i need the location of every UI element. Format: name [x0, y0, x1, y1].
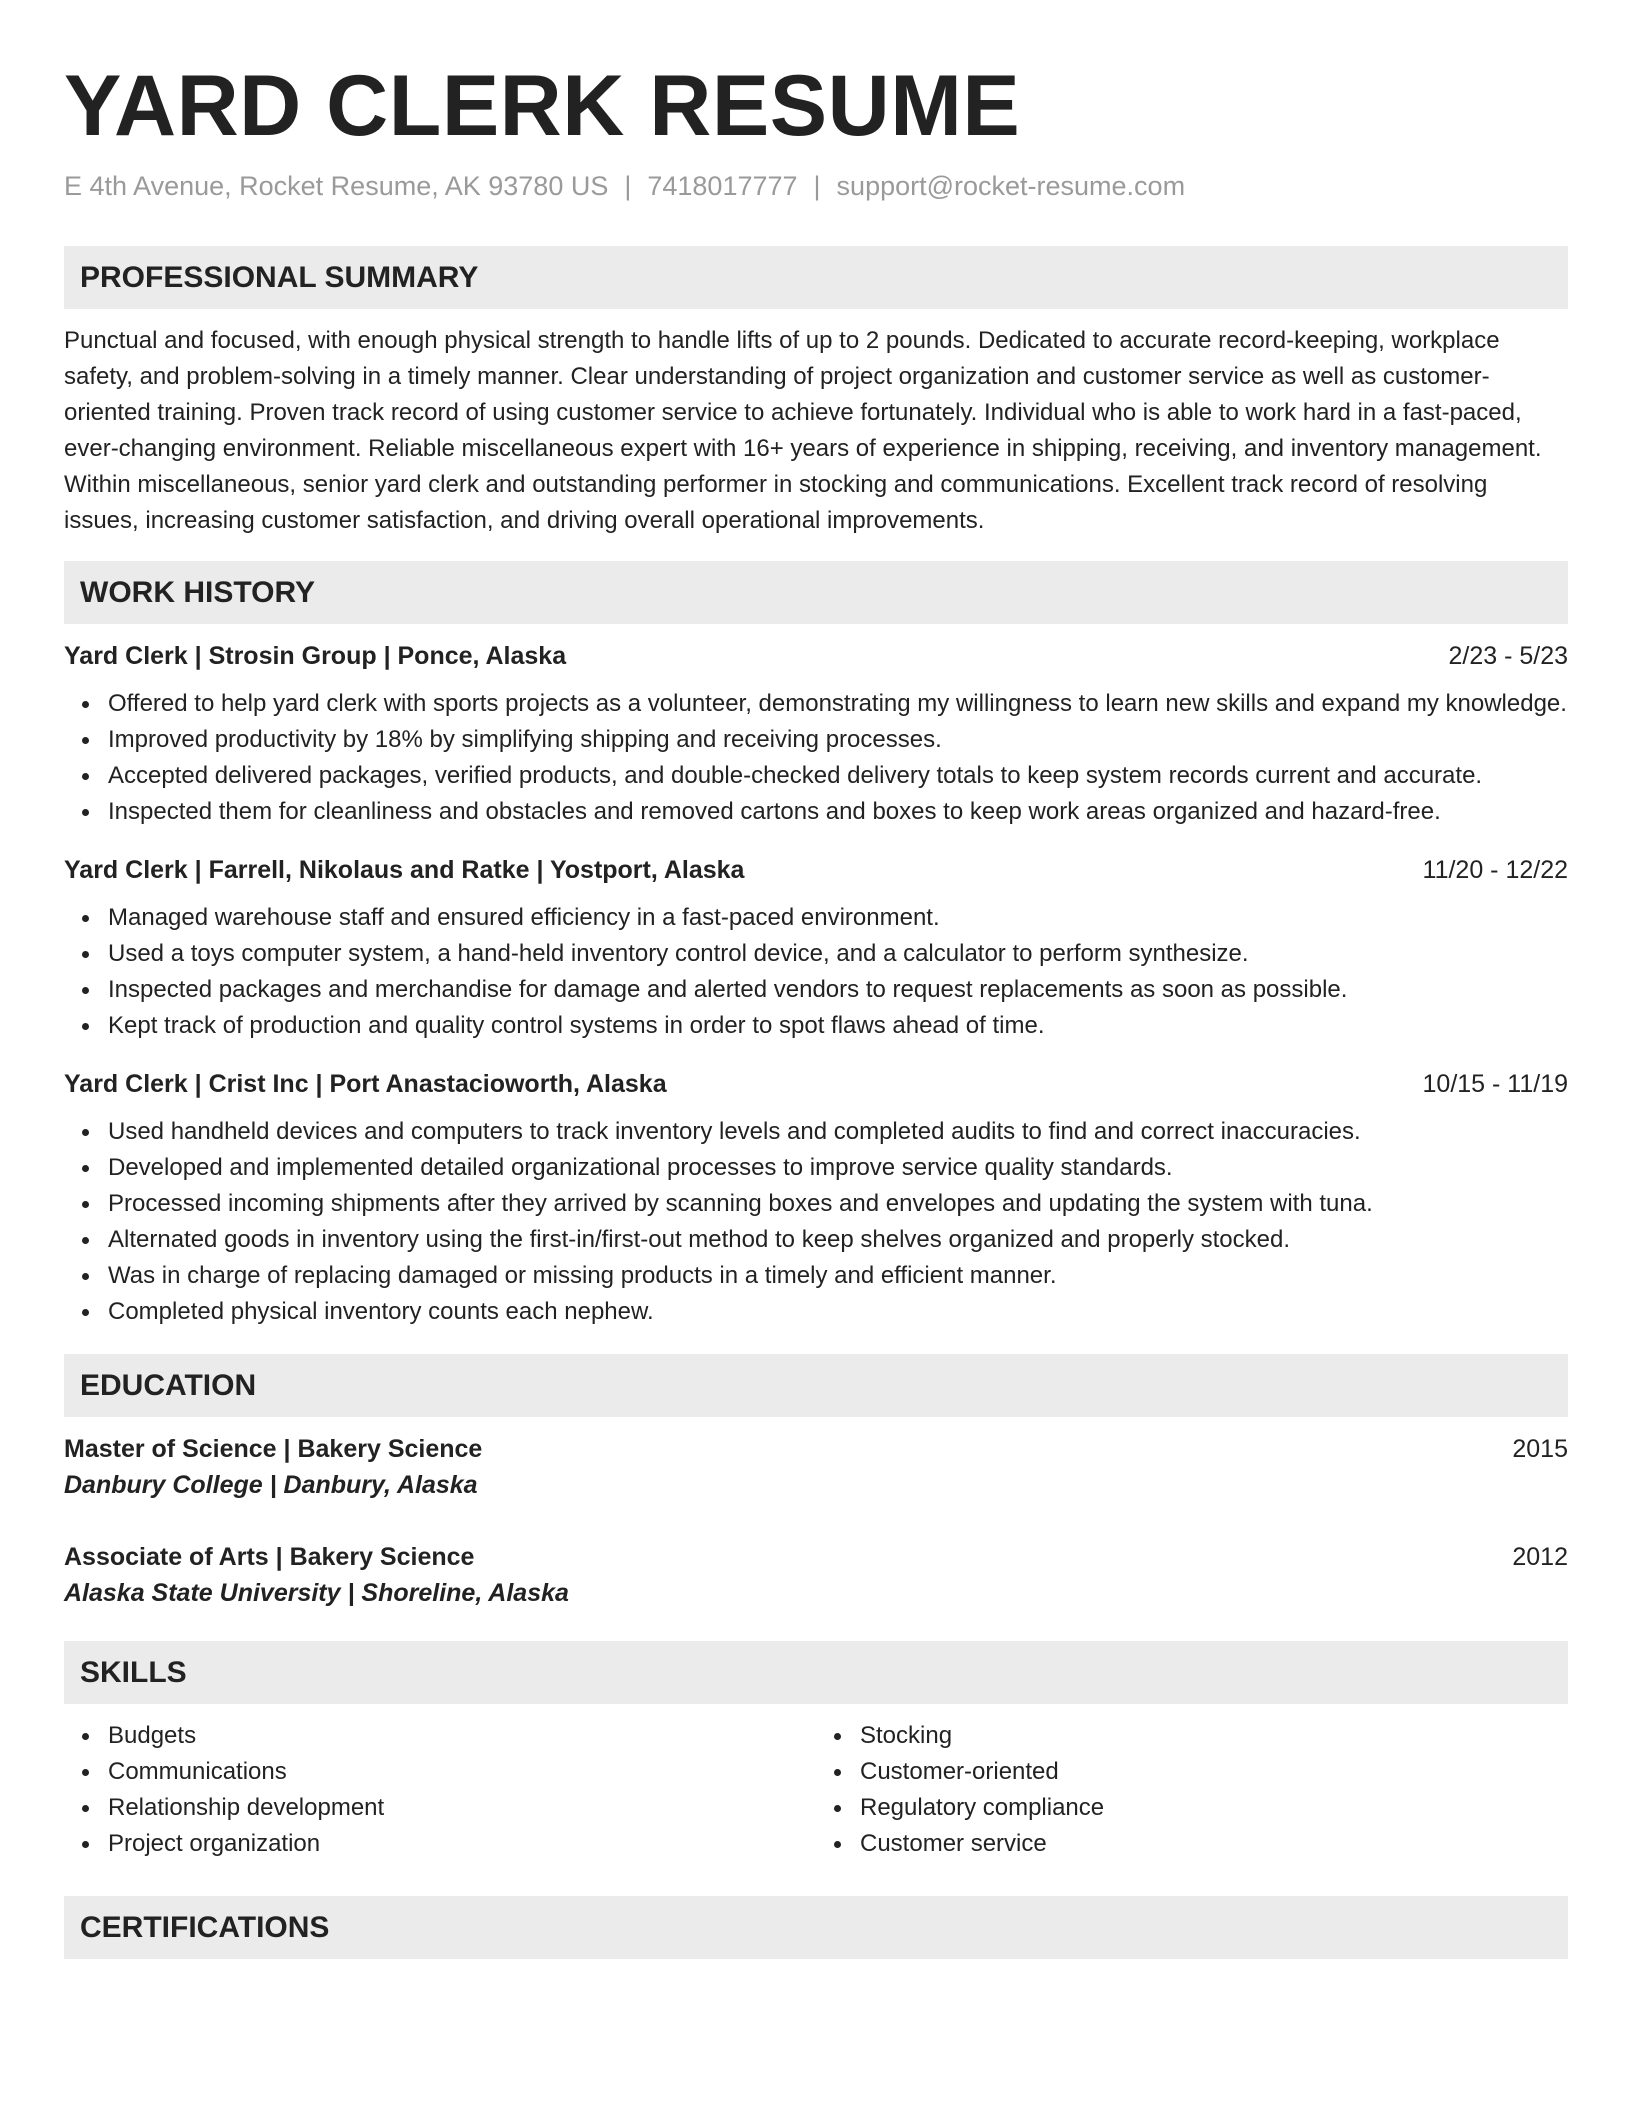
skill-item: Customer service	[860, 1826, 1568, 1862]
list-item: Managed warehouse staff and ensured efficiency in a fast-paced environment.	[108, 900, 1568, 936]
job-bullets	[64, 900, 1568, 1044]
school-name: Danbury College | Danbury, Alaska	[64, 1471, 478, 1499]
job-title: Yard Clerk | Farrell, Nikolaus and Ratke | Yostport, Alaska	[64, 856, 745, 884]
list-item: Developed and implemented detailed organizational processes to improve service quality standards.	[108, 1150, 1568, 1186]
education-entry	[64, 1539, 1568, 1611]
job-entry	[64, 1066, 1568, 1330]
contact-separator: |	[624, 171, 632, 201]
job-dates: 10/15 - 11/19	[1422, 1070, 1568, 1098]
education-header	[64, 1431, 1568, 1467]
list-item: Accepted delivered packages, verified products, and double-checked delivery totals to keep system records current and accurate.	[108, 758, 1568, 794]
list-item: Kept track of production and quality control systems in order to spot flaws ahead of time.	[108, 1008, 1568, 1044]
education-entry	[64, 1431, 1568, 1503]
graduation-year: 2012	[1512, 1543, 1568, 1571]
list-item: Alternated goods in inventory using the first-in/first-out method to keep shelves organized and properly stocked.	[108, 1222, 1568, 1258]
contact-phone: 7418017777	[647, 171, 798, 201]
section-heading-certifications: CERTIFICATIONS	[64, 1896, 1568, 1959]
skill-item: Stocking	[860, 1718, 1568, 1754]
job-bullets	[64, 1114, 1568, 1330]
skill-item: Customer-oriented	[860, 1754, 1568, 1790]
job-header	[64, 638, 1568, 674]
list-item: Processed incoming shipments after they arrived by scanning boxes and envelopes and updating the system with tuna.	[108, 1186, 1568, 1222]
section-heading-summary: PROFESSIONAL SUMMARY	[64, 246, 1568, 309]
list-item: Used a toys computer system, a hand-held inventory control device, and a calculator to perform synthesize.	[108, 936, 1568, 972]
job-bullets	[64, 686, 1568, 830]
skill-item: Regulatory compliance	[860, 1790, 1568, 1826]
skill-item: Relationship development	[108, 1790, 816, 1826]
list-item: Improved productivity by 18% by simplifying shipping and receiving processes.	[108, 722, 1568, 758]
list-item: Offered to help yard clerk with sports projects as a volunteer, demonstrating my willingness to learn new skills and expand my knowledge.	[108, 686, 1568, 722]
contact-line	[64, 168, 1568, 204]
contact-email: support@rocket-resume.com	[836, 171, 1186, 201]
list-item: Used handheld devices and computers to track inventory levels and completed audits to find and correct inaccuracies.	[108, 1114, 1568, 1150]
skill-item: Communications	[108, 1754, 816, 1790]
education-header	[64, 1539, 1568, 1575]
section-heading-skills: SKILLS	[64, 1641, 1568, 1704]
list-item: Inspected packages and merchandise for damage and alerted vendors to request replacements as soon as possible.	[108, 972, 1568, 1008]
summary-text: Punctual and focused, with enough physical strength to handle lifts of up to 2 pounds. Dedicated to accurate record-keeping, workplace safety, and problem-solving in a timely manner. Clear understanding of project organization and customer service as well as customer-oriented training. Proven track record of using customer service to achieve fortunately. Individual who is able to work hard in a fast-paced, ever-changing environment. Reliable miscellaneous expert with 16+ years of experience in shipping, receiving, and inventory management. Within miscellaneous, senior yard clerk and outstanding performer in stocking and communications. Excellent track record of resolving issues, increasing customer satisfaction, and driving overall operational improvements.	[64, 327, 1542, 534]
job-title: Yard Clerk | Crist Inc | Port Anastacioworth, Alaska	[64, 1070, 667, 1098]
skill-item: Project organization	[108, 1826, 816, 1862]
job-header	[64, 852, 1568, 888]
section-heading-work-history: WORK HISTORY	[64, 561, 1568, 624]
skills-columns	[64, 1710, 1568, 1862]
skill-item: Budgets	[108, 1718, 816, 1754]
job-title: Yard Clerk | Strosin Group | Ponce, Alaska	[64, 642, 567, 670]
list-item: Completed physical inventory counts each nephew.	[108, 1294, 1568, 1330]
list-item: Inspected them for cleanliness and obstacles and removed cartons and boxes to keep work areas organized and hazard-free.	[108, 794, 1568, 830]
contact-separator: |	[813, 171, 821, 201]
job-entry	[64, 852, 1568, 1044]
job-dates: 2/23 - 5/23	[1448, 642, 1568, 670]
list-item: Was in charge of replacing damaged or missing products in a timely and efficient manner.	[108, 1258, 1568, 1294]
degree-title: Master of Science | Bakery Science	[64, 1435, 483, 1463]
graduation-year: 2015	[1512, 1435, 1568, 1463]
section-heading-education: EDUCATION	[64, 1354, 1568, 1417]
job-entry	[64, 638, 1568, 830]
contact-address: E 4th Avenue, Rocket Resume, AK 93780 US	[64, 171, 609, 201]
skills-list-right	[816, 1718, 1568, 1862]
job-header	[64, 1066, 1568, 1102]
degree-title: Associate of Arts | Bakery Science	[64, 1543, 475, 1571]
resume-title: YARD CLERK RESUME	[64, 58, 1021, 154]
job-dates: 11/20 - 12/22	[1422, 856, 1568, 884]
skills-list-left	[64, 1718, 816, 1862]
school-name: Alaska State University | Shoreline, Alaska	[64, 1579, 569, 1607]
